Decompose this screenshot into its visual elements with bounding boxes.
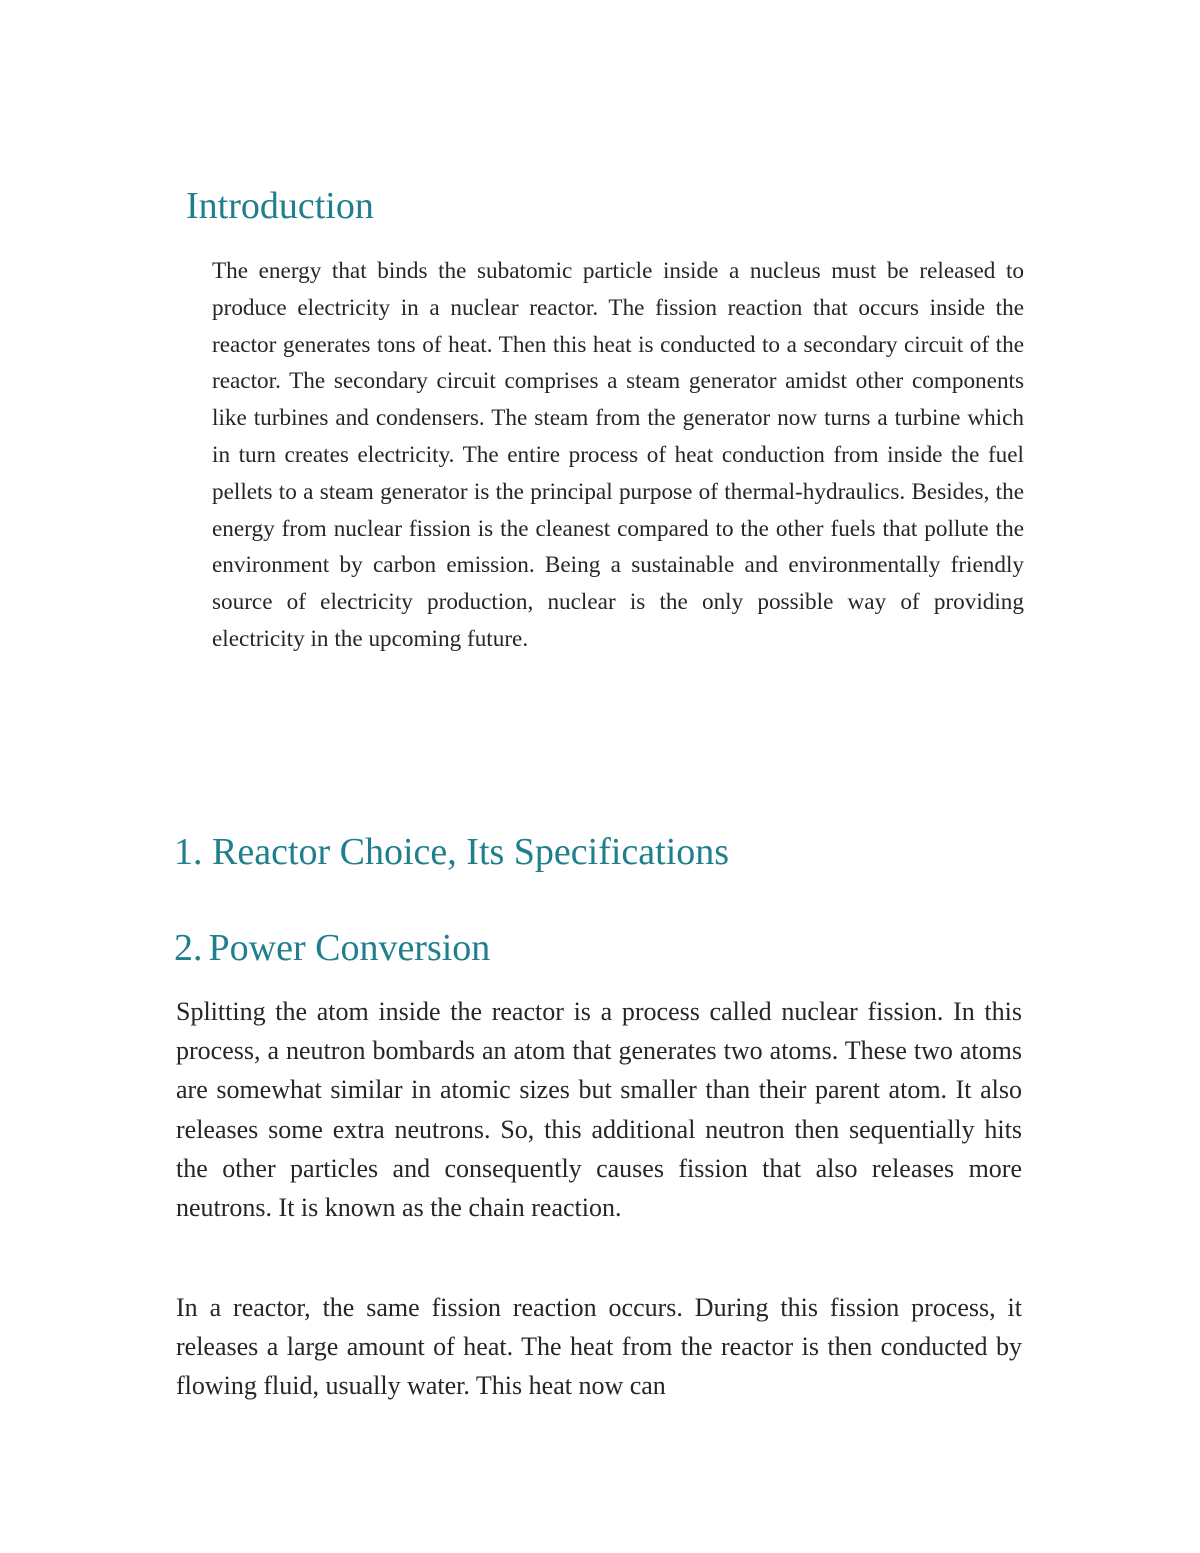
- introduction-heading: Introduction: [186, 185, 374, 227]
- section-2-title: Power Conversion: [208, 927, 491, 969]
- introduction-paragraph: The energy that binds the subatomic particle inside a nucleus must be released to produce electricity in a nuclear reactor. The fission reaction that occurs inside the reactor generates tons of heat. Then this heat is conducted to a secondary circuit of the reactor. The secondary circuit comprises a steam generator amidst other components like turbines and condensers. The steam from the generator now turns a turbine which in turn creates electricity. The entire process of heat conduction from inside the fuel pellets to a steam generator is the principal purpose of thermal-hydraulics. Besides, the energy from nuclear fission is the cleanest compared to the other fuels that pollute the environment by carbon emission. Being a sustainable and environmentally friendly source of electricity production, nuclear is the only possible way of providing electricity in the upcoming future.: [212, 258, 1024, 652]
- section-1-heading: [174, 826, 729, 878]
- section-2-number: 2.: [174, 927, 203, 969]
- section-2-paragraph-2: In a reactor, the same fission reaction occurs. During this fission process, it releases a large amount of heat. The heat from the reactor is then conducted by flowing fluid, usually water. This heat now can: [176, 1293, 1022, 1401]
- section-2-paragraph-1: Splitting the atom inside the reactor is a process called nuclear fission. In this process, a neutron bombards an atom that generates two atoms. These two atoms are somewhat similar in atomic sizes but smaller than their parent atom. It also releases some extra neutrons. So, this additional neutron then sequentially hits the other particles and consequently causes fission that also releases more neutrons. It is known as the chain reaction.: [176, 997, 1022, 1223]
- section-1-title: Reactor Choice, Its Specifications: [212, 831, 730, 873]
- section-1-number: 1.: [174, 831, 203, 873]
- section-2-heading: [174, 922, 490, 974]
